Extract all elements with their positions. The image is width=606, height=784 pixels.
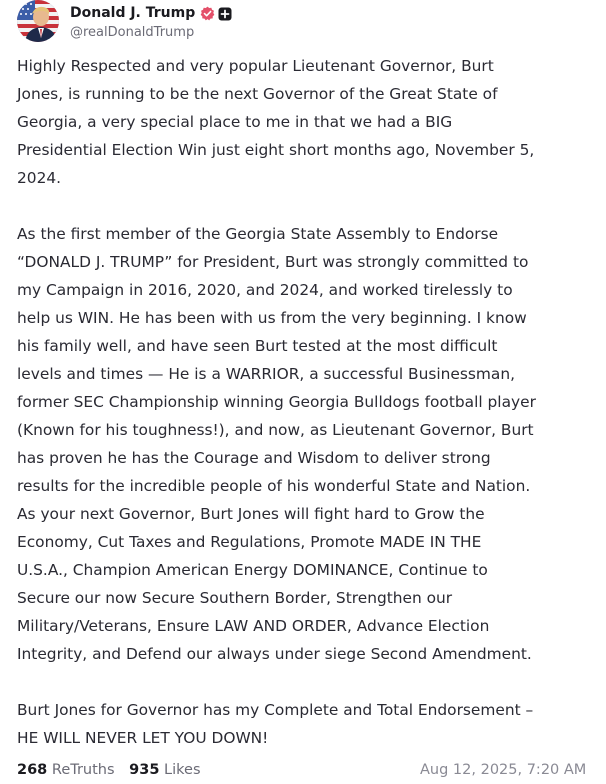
retruths-count: 268 bbox=[17, 762, 48, 778]
retruths-stat[interactable] bbox=[17, 762, 115, 778]
post-header bbox=[17, 0, 577, 46]
post-paragraph: As the first member of the Georgia State Assembly to Endorse “DONALD J. TRUMP” for President, Burt was strongly committed to my Campaign in 2016, 2020, and 2024, and worked tirelessly to help us WIN. He has been with us from the very beginning. I know his family well, and have seen Burt tested at the most difficult levels and times — He is a WARRIOR, a successful Businessman, former SEC Championship winning Georgia Bulldogs football player (Known for his toughness!), and now, as Lieutenant Governor, Burt has proven he has the Courage and Wisdom to deliver strong results for the incredible people of his wonderful State and Nation. As your next Governor, Burt Jones will fight hard to Grow the Economy, Cut Taxes and Regulations, Promote MADE IN THE U.S.A., Champion American Energy DOMINANCE, Continue to Secure our now Secure Southern Border, Strengthen our Military/Veterans, Ensure LAW AND ORDER, Advance Election Integrity, and Defend our always under siege Second Amendment. bbox=[17, 225, 536, 663]
likes-count: 935 bbox=[129, 762, 160, 778]
retruths-label: ReTruths bbox=[51, 762, 115, 778]
display-name[interactable]: Donald J. Trump bbox=[70, 5, 196, 21]
post-paragraph: Burt Jones for Governor has my Complete and Total Endorsement – HE WILL NEVER LET YOU DOWN! bbox=[17, 701, 534, 747]
likes-stat[interactable] bbox=[129, 762, 200, 778]
post-body bbox=[17, 52, 595, 780]
likes-label: Likes bbox=[164, 762, 201, 778]
avatar-image bbox=[17, 0, 59, 42]
verified-badge-icon bbox=[200, 6, 215, 21]
post-timestamp[interactable]: Aug 12, 2025, 7:20 AM bbox=[420, 762, 587, 778]
post-paragraph: Highly Respected and very popular Lieutenant Governor, Burt Jones, is running to be the next Governor of the Great State of Georgia, a very special place to me in that we had a BIG Presidential Election Win just eight short months ago, November 5, 2024. bbox=[17, 57, 535, 187]
avatar[interactable] bbox=[17, 0, 59, 42]
user-handle[interactable]: @realDonaldTrump bbox=[70, 25, 195, 40]
post-stats bbox=[17, 762, 606, 784]
display-name-row bbox=[70, 3, 232, 23]
plus-badge-icon bbox=[218, 6, 232, 20]
